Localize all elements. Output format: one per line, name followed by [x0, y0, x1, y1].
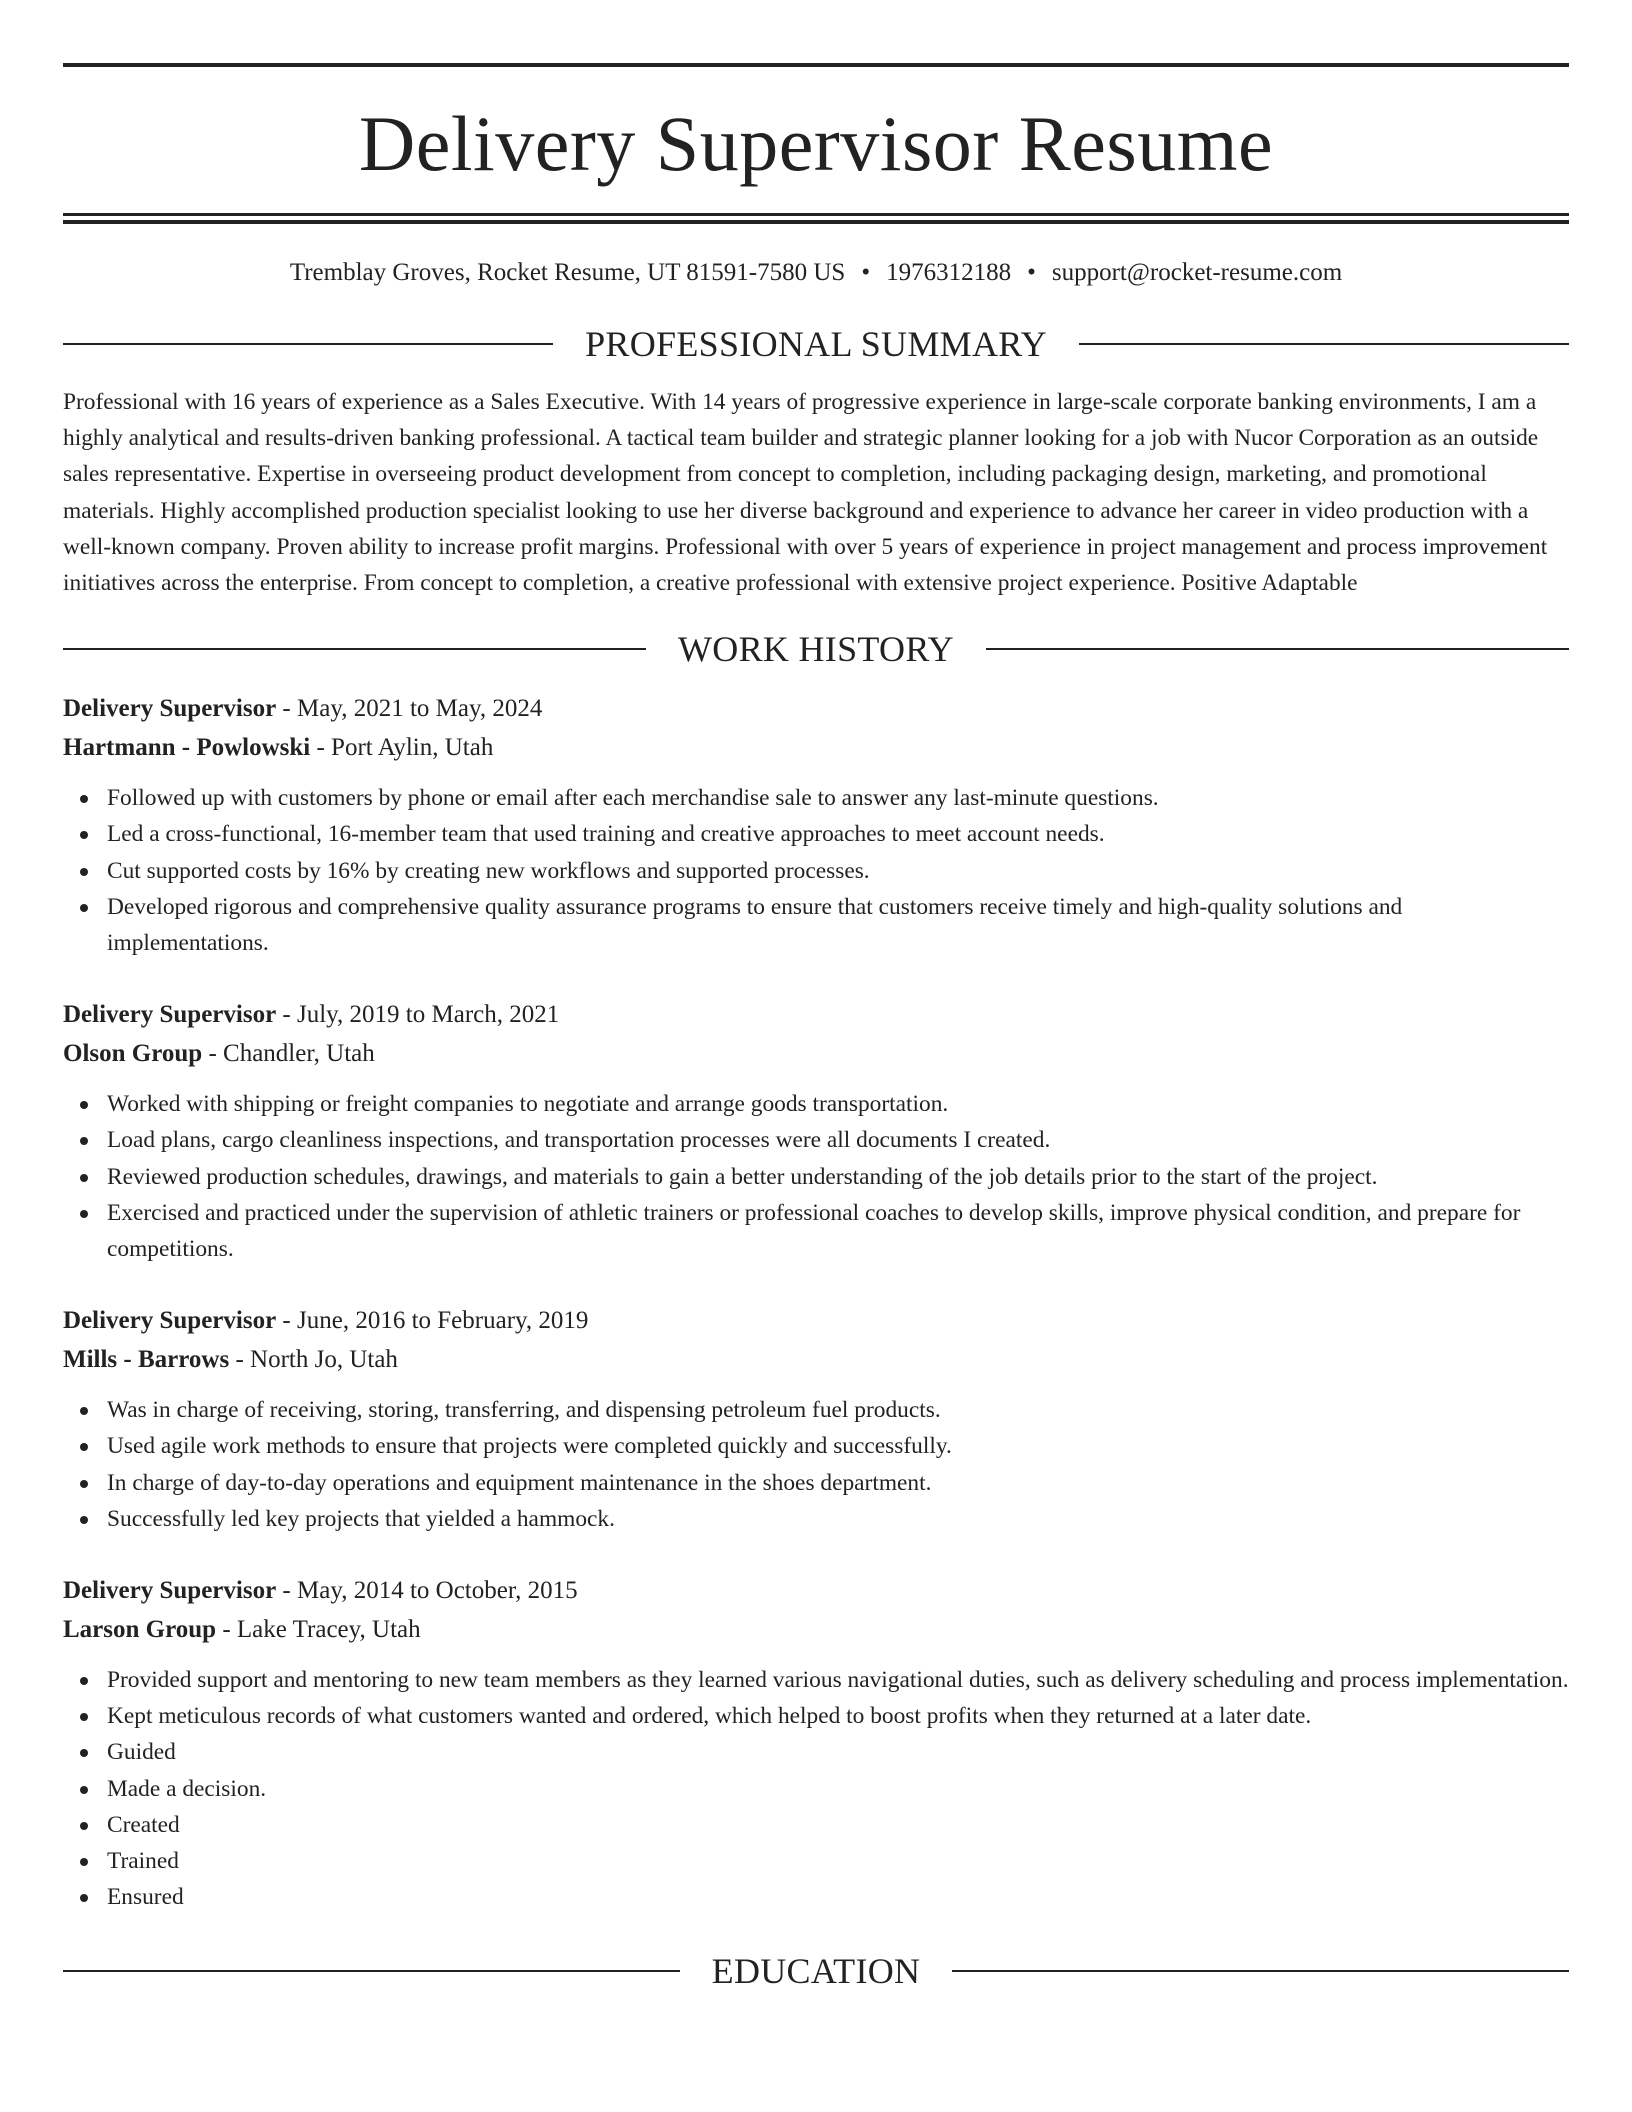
job-entry [63, 1571, 1569, 1915]
section-rule-right [952, 1970, 1569, 1972]
job-entry [63, 689, 1569, 961]
job-bullet: Developed rigorous and comprehensive quality assurance programs to ensure that customers receive timely and high-quality solutions and implementations. [63, 889, 1569, 961]
page-title: Delivery Supervisor Resume [358, 100, 1274, 187]
job-bullet: Trained [63, 1843, 1569, 1879]
job-entry [63, 995, 1569, 1267]
section-title-education: EDUCATION [711, 1951, 921, 1992]
job-bullet: Made a decision. [63, 1771, 1569, 1807]
contact-separator: • [861, 259, 871, 286]
section-rule-left [63, 648, 646, 650]
job-company-line [63, 1340, 1569, 1379]
section-rule-right [1079, 343, 1569, 345]
job-title-line [63, 689, 1569, 728]
job-bullet-list [63, 1662, 1569, 1915]
section-rule-left [63, 1970, 680, 1972]
job-bullet: Created [63, 1807, 1569, 1843]
job-company: Olson Group [63, 1040, 203, 1068]
contact-email: support@rocket-resume.com [1051, 259, 1343, 286]
job-title-line [63, 995, 1569, 1034]
job-title: Delivery Supervisor [63, 1001, 277, 1029]
job-dates: - July, 2019 to March, 2021 [276, 1001, 560, 1029]
section-title-work-history: WORK HISTORY [678, 629, 954, 670]
job-bullet: Used agile work methods to ensure that projects were completed quickly and successfully. [63, 1428, 1569, 1464]
job-title-line [63, 1571, 1569, 1610]
section-header-summary [63, 326, 1569, 362]
summary-paragraph: Professional with 16 years of experience as a Sales Executive. With 14 years of progressive experience in large-scale corporate banking environments, I am a highly analytical and results-driven banking professional. A tactical team builder and strategic planner looking for a job with Nucor Corporation as an outside sales representative. Expertise in overseeing product development from concept to completion, including packaging design, marketing, and promotional materials. Highly accomplished production specialist looking to use her diverse background and experience to advance her career in video production with a well-known company. Proven ability to increase profit margins. Professional with over 5 years of experience in project management and process improvement initiatives across the enterprise. From concept to completion, a creative professional with extensive project experience. Positive Adaptable [63, 389, 1548, 597]
job-title: Delivery Supervisor [63, 1307, 277, 1335]
section-header-education [63, 1951, 1569, 1992]
job-bullet-list [63, 1086, 1569, 1267]
job-company: Hartmann - Powlowski [63, 734, 311, 762]
job-location: - North Jo, Utah [229, 1346, 398, 1374]
job-bullet: Worked with shipping or freight companies to negotiate and arrange goods transportation. [63, 1086, 1569, 1122]
job-bullet: Provided support and mentoring to new team members as they learned various navigational duties, such as delivery scheduling and process implementation. [63, 1662, 1569, 1698]
job-title-line [63, 1301, 1569, 1340]
job-bullet-list [63, 780, 1569, 961]
job-bullet: Followed up with customers by phone or email after each merchandise sale to answer any last-minute questions. [63, 780, 1569, 816]
job-bullet: Ensured [63, 1879, 1569, 1915]
job-bullet: Guided [63, 1734, 1569, 1770]
job-bullet: Was in charge of receiving, storing, transferring, and dispensing petroleum fuel products. [63, 1392, 1569, 1428]
title-double-rule [63, 213, 1569, 224]
job-bullet: Led a cross-functional, 16-member team that used training and creative approaches to meet account needs. [63, 816, 1569, 852]
job-bullet: Successfully led key projects that yielded a hammock. [63, 1501, 1569, 1537]
job-company-line [63, 1034, 1569, 1073]
contact-separator: • [1027, 259, 1036, 286]
section-rule-right [986, 648, 1569, 650]
section-rule-left [63, 343, 553, 345]
contact-line [63, 258, 1569, 288]
job-location: - Lake Tracey, Utah [216, 1616, 421, 1644]
job-dates: - May, 2021 to May, 2024 [276, 695, 543, 723]
job-bullet: Reviewed production schedules, drawings, and materials to gain a better understanding of the job details prior to the start of the project. [63, 1159, 1569, 1195]
job-bullet: Load plans, cargo cleanliness inspections, and transportation processes were all documents I created. [63, 1122, 1569, 1158]
job-company: Mills - Barrows [63, 1346, 230, 1374]
job-location: - Chandler, Utah [202, 1040, 375, 1068]
job-dates: - June, 2016 to February, 2019 [276, 1307, 589, 1335]
work-history-list [63, 689, 1569, 1915]
job-company-line [63, 1610, 1569, 1649]
job-bullet-list [63, 1392, 1569, 1537]
job-dates: - May, 2014 to October, 2015 [276, 1577, 578, 1605]
job-company-line [63, 728, 1569, 767]
job-bullet: In charge of day-to-day operations and equipment maintenance in the shoes department. [63, 1465, 1569, 1501]
job-title: Delivery Supervisor [63, 695, 277, 723]
job-location: - Port Aylin, Utah [310, 734, 494, 762]
job-entry [63, 1301, 1569, 1537]
job-bullet: Cut supported costs by 16% by creating new workflows and supported processes. [63, 853, 1569, 889]
job-bullet: Exercised and practiced under the supervision of athletic trainers or professional coaches to develop skills, improve physical condition, and prepare for competitions. [63, 1195, 1569, 1267]
section-header-work-history [63, 629, 1569, 670]
top-rule [63, 63, 1569, 67]
job-bullet: Kept meticulous records of what customers wanted and ordered, which helped to boost profits when they returned at a later date. [63, 1698, 1569, 1734]
job-title: Delivery Supervisor [63, 1577, 277, 1605]
job-company: Larson Group [63, 1616, 217, 1644]
contact-address: Tremblay Groves, Rocket Resume, UT 81591-7580 US [289, 259, 846, 286]
section-title-summary: PROFESSIONAL SUMMARY [585, 324, 1047, 364]
contact-phone: 1976312188 [886, 259, 1012, 286]
